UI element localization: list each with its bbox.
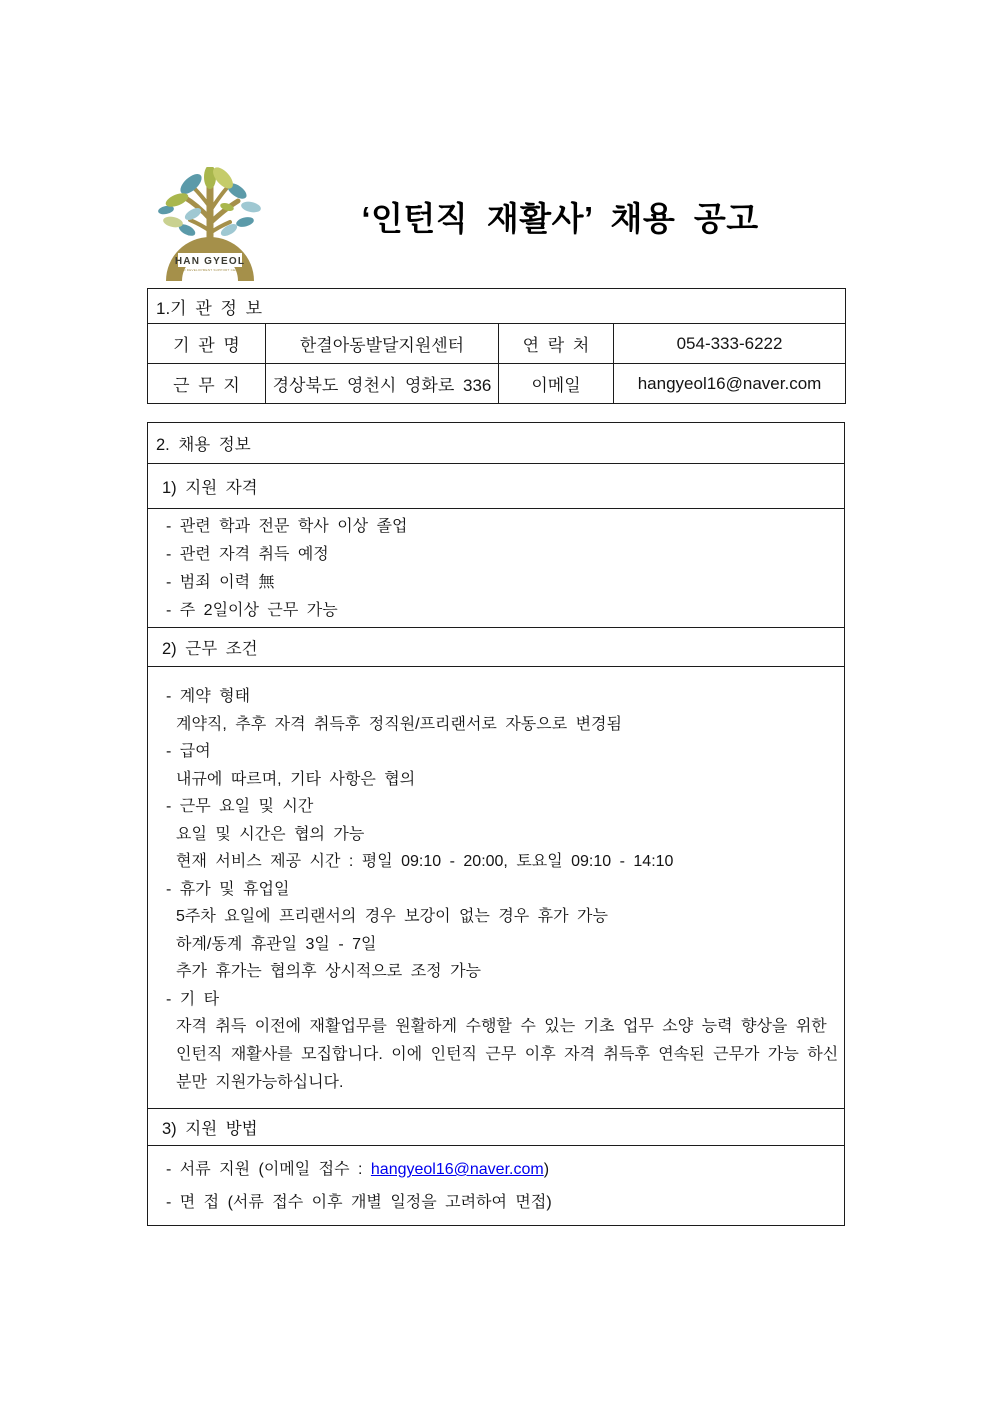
recruit-table-header: 2. 채용 정보 — [148, 423, 845, 464]
workplace-label: 근 무 지 — [148, 364, 266, 404]
method-content-row — [148, 1146, 845, 1226]
qualification-heading: 1) 지원 자격 — [148, 464, 845, 509]
condition-line: 요일 및 시간은 협의 가능 — [176, 825, 365, 843]
condition-line: - 계약 형태 — [166, 688, 251, 705]
org-table-header-row — [148, 289, 846, 324]
condition-line: - 기 타 — [166, 990, 220, 1008]
contact-label: 연 락 처 — [499, 324, 614, 364]
conditions-heading-row — [148, 628, 845, 667]
apply-documents-line — [148, 1153, 840, 1186]
recruit-table-header-row — [148, 423, 845, 464]
org-info-table — [147, 288, 846, 404]
workplace-value: 경상북도 영천시 영화로 336 — [266, 364, 499, 404]
conditions-content — [148, 667, 845, 1109]
org-name-label: 기 관 명 — [148, 324, 266, 364]
condition-line: 현재 서비스 제공 시간 : 평일 09:10 - 20:00, 토요일 09:10 - 14:10 — [176, 853, 674, 870]
condition-line: 계약직, 추후 자격 취득후 정직원/프리랜서로 자동으로 변경됨 — [176, 715, 622, 733]
apply-line-prefix: - 서류 지원 (이메일 접수 : — [166, 1161, 371, 1178]
method-heading-row — [148, 1109, 845, 1146]
qualification-content — [148, 509, 845, 628]
email-label: 이메일 — [499, 364, 614, 404]
conditions-content-row — [148, 667, 845, 1109]
method-content — [148, 1146, 845, 1226]
condition-line: 내규에 따르며, 기타 사항은 협의 — [176, 770, 416, 788]
email-link[interactable]: hangyeol16@naver.com — [370, 1161, 544, 1178]
method-heading: 3) 지원 방법 — [148, 1109, 845, 1146]
org-table-header: 1.기 관 정 보 — [148, 289, 846, 324]
qualification-line: - 주 2일이상 근무 가능 — [166, 602, 338, 619]
tree-logo-icon — [157, 167, 263, 281]
qualification-line: - 범죄 이력 無 — [166, 574, 275, 591]
condition-line: 하계/동계 휴관일 3일 - 7일 — [176, 935, 377, 953]
condition-line: - 휴가 및 휴업일 — [166, 880, 290, 898]
recruit-info-table — [147, 422, 845, 1226]
table-row — [148, 324, 846, 364]
qualification-content-row — [148, 509, 845, 628]
condition-line: 추가 휴가는 협의후 상시적으로 조정 가능 — [176, 963, 481, 980]
contact-value: 054-333-6222 — [614, 324, 846, 364]
qualification-heading-row — [148, 464, 845, 509]
hangyeol-logo — [157, 167, 263, 281]
condition-line: 5주차 요일에 프리랜서의 경우 보강이 없는 경우 휴가 가능 — [176, 908, 608, 925]
logo-text: HAN GYEOL — [174, 256, 246, 267]
condition-paragraph: 자격 취득 이전에 재활업무를 원활하게 수행할 수 있는 기초 업무 소양 능력 향상을 위한 인턴직 재활사를 모집합니다. 이에 인턴직 근무 이후 자격 취득후 연속된 근무가 가능 하신 분만 지원가능하십니다. — [176, 1018, 839, 1091]
email-value: hangyeol16@naver.com — [614, 364, 846, 404]
condition-line: - 급여 — [166, 743, 211, 760]
qualification-line: - 관련 자격 취득 예정 — [166, 546, 329, 563]
condition-line: - 근무 요일 및 시간 — [166, 798, 314, 815]
apply-line-suffix: ) — [543, 1161, 550, 1178]
logo-subtext: CHILD DEVELOPMENT SUPPORT CENTER — [175, 268, 245, 272]
table-row — [148, 364, 846, 404]
conditions-heading: 2) 근무 조건 — [148, 628, 845, 667]
page-title: ‘인턴직 재활사’ 채용 공고 — [361, 200, 759, 237]
qualification-line: - 관련 학과 전문 학사 이상 졸업 — [166, 518, 408, 535]
org-name-value: 한결아동발달지원센터 — [266, 324, 499, 364]
interview-line: - 면 접 (서류 접수 이후 개별 일정을 고려하여 면접) — [166, 1194, 552, 1211]
